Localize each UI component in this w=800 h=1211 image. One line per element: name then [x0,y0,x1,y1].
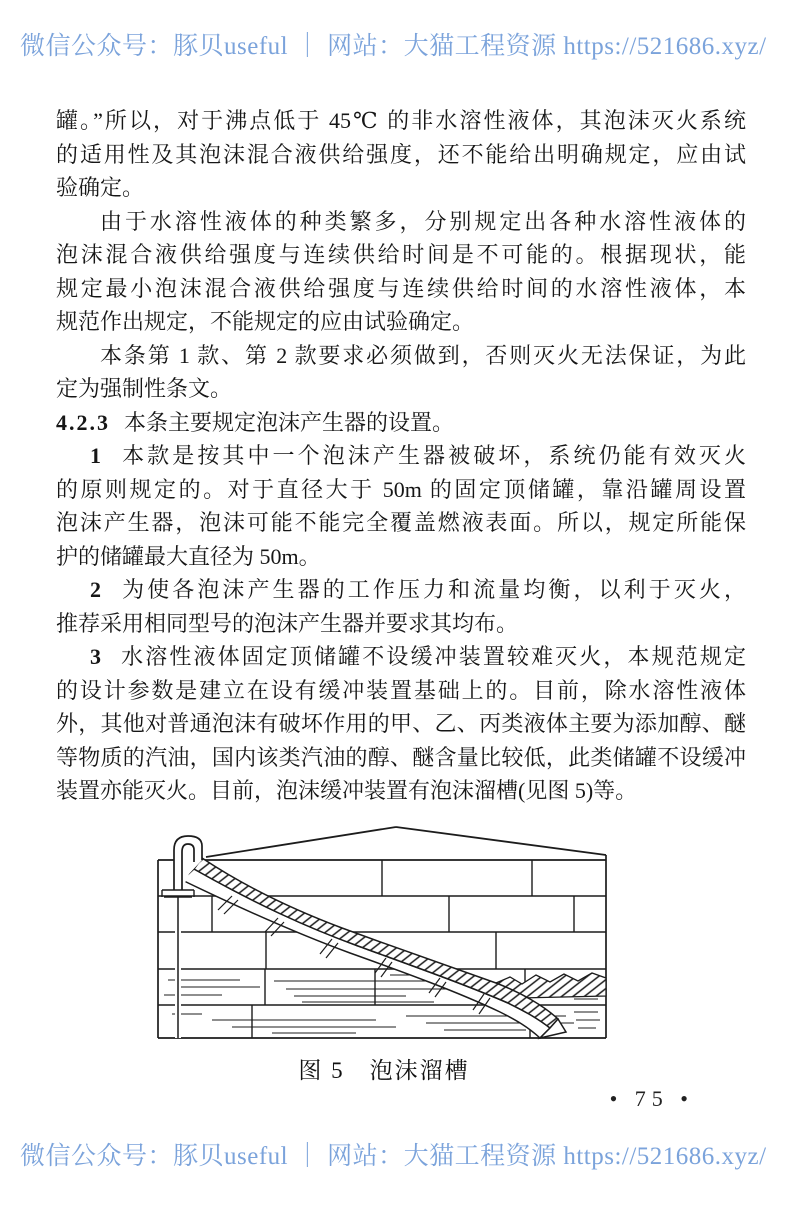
item-text: 水溶性液体固定顶储罐不设缓冲装置较难灭火，本规范规定 [119,644,746,669]
text-line: 的适用性及其泡沫混合液供给强度，还不能给出明确规定，应由试 [56,141,746,167]
item-text: 为使各泡沫产生器的工作压力和流量均衡，以利于灭火， [119,577,746,602]
tank-roof [206,827,606,857]
numbered-item-line [56,573,746,607]
item-text: 本款是按其中一个泡沫产生器被破坏，系统仍能有效灭火 [119,443,746,468]
text-line: 推荐采用相同型号的泡沫产生器并要求其均布。 [56,610,519,636]
text-line: 本条第 1 款、第 2 款要求必须做到，否则灭火无法保证，为此 [100,342,746,368]
text-line: 的设计参数是建立在设有缓冲装置基础上的。目前，除水溶性液体 [56,677,746,703]
clause-heading [56,406,746,440]
watermark-bottom: 微信公众号：豚贝useful ｜ 网站：大猫工程资源 https://521686.xyz/ [20,1143,767,1170]
item-number: 3 [90,644,101,669]
watermark-top: 微信公众号：豚贝useful ｜ 网站：大猫工程资源 https://521686.xyz/ [20,33,767,60]
text-line: 外，其他对普通泡沫有破坏作用的甲、乙、丙类液体主要为添加醇、醚 [56,711,746,736]
text-line: 泡沫混合液供给强度与连续供给时间是不可能的。根据现状，能 [56,242,746,267]
text-line: 由于水溶性液体的种类繁多，分别规定出各种水溶性液体的 [100,208,746,234]
clause-heading-text: 本条主要规定泡沫产生器的设置。 [124,409,455,435]
text-line: 的原则规定的。对于直径大于 50m 的固定顶储罐，靠沿罐周设置 [56,476,746,502]
foam-generator [162,836,202,1038]
text-line: 装置亦能灭火。目前，泡沫缓冲装置有泡沫溜槽(见图 5)等。 [56,778,638,803]
body-text [56,104,746,1085]
numbered-item-line [56,640,746,674]
text-line: 护的储罐最大直径为 50m。 [56,543,321,569]
text-line: 定为强制性条文。 [56,376,233,401]
text-line: 验确定。 [56,175,145,200]
text-line: 泡沫产生器，泡沫可能不能完全覆盖燃液表面。所以，规定所能保 [56,510,746,535]
clause-number: 4.2.3 [56,409,110,435]
text-line: 规范作出规定，不能规定的应由试验确定。 [56,309,475,334]
foam-chute-tank-drawing [144,824,624,1042]
foam-chute [182,858,566,1038]
text-line: 等物质的汽油，国内该类汽油的醇、醚含量比较低，此类储罐不设缓冲 [56,744,746,770]
item-number: 2 [90,577,101,602]
numbered-item-line [56,439,746,473]
figure-5 [144,824,624,1085]
text-line: 罐。”所以，对于沸点低于 45℃ 的非水溶性液体，其泡沫灭火系统 [56,108,746,133]
text-line: 规定最小泡沫混合液供给强度与连续供给时间的水溶性液体，本 [56,275,746,301]
item-number: 1 [90,443,101,468]
page-number: • 75 • [609,1086,694,1111]
figure-caption: 图 5 泡沫溜槽 [298,1057,470,1083]
